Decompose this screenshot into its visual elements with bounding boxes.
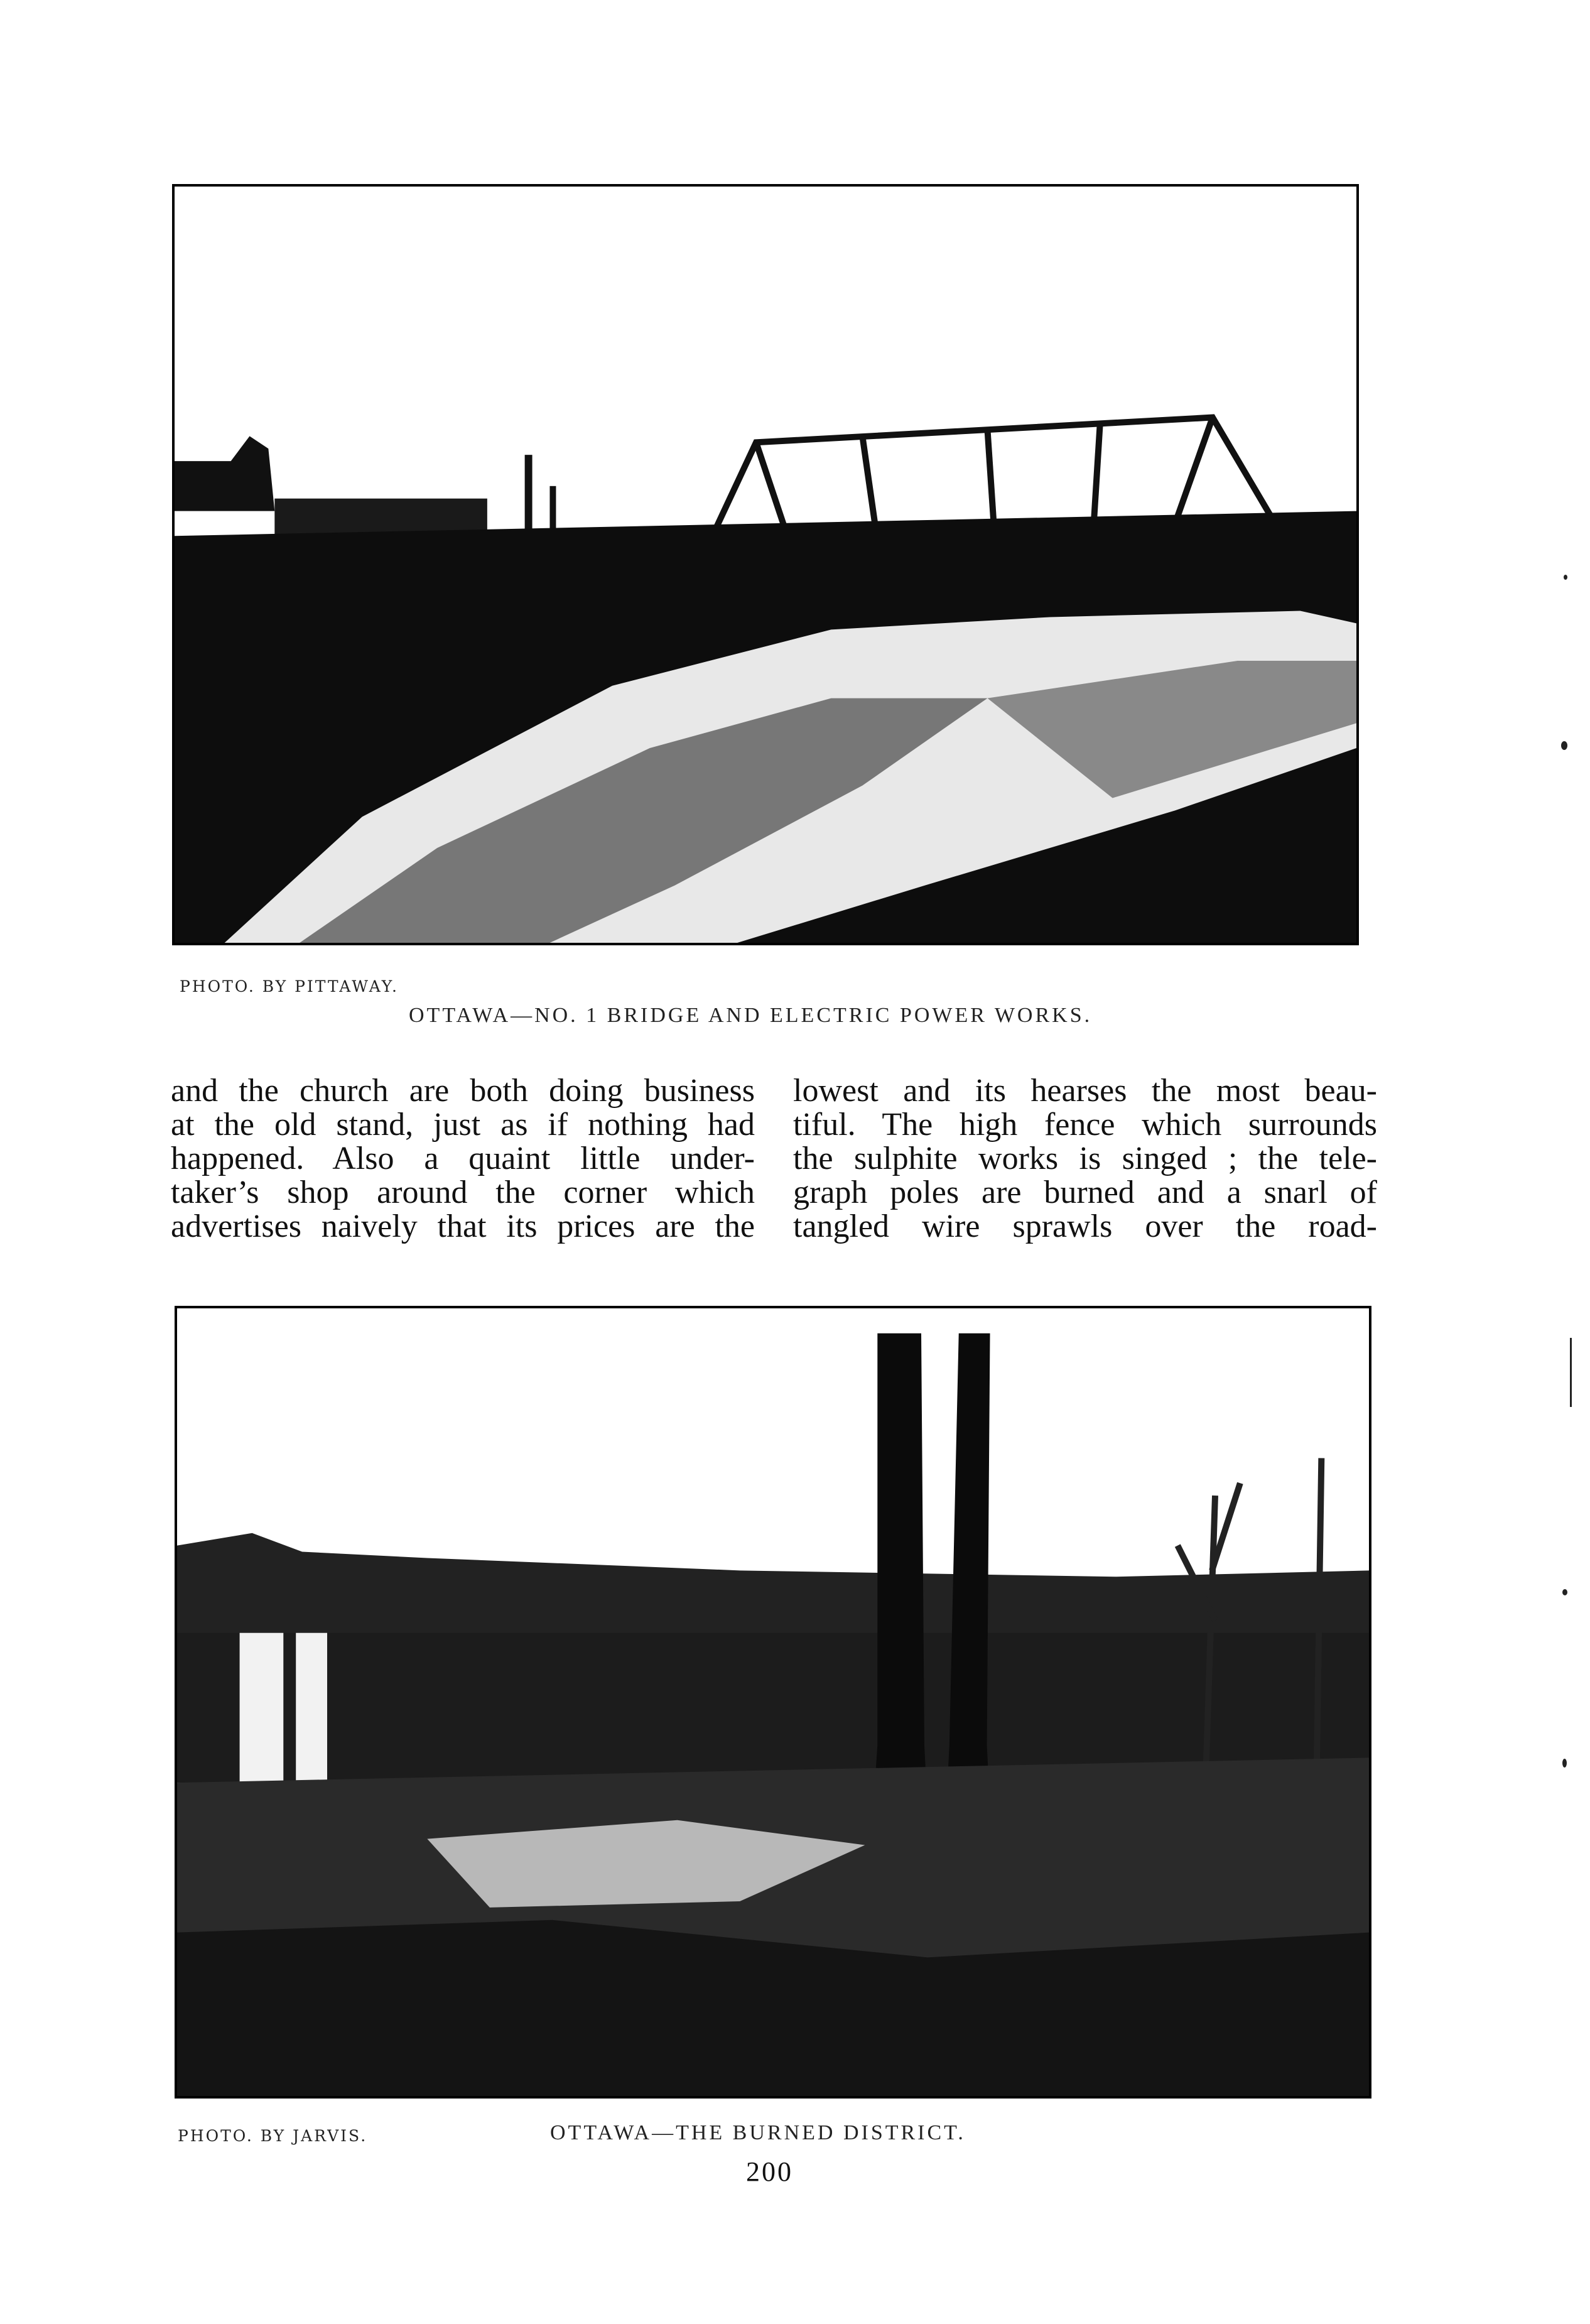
text-line: lowest and its hearses the most beau- <box>793 1073 1377 1109</box>
text-line: at the old stand, just as if nothing had <box>171 1107 755 1143</box>
page-number: 200 <box>746 2156 793 2187</box>
scan-speck <box>1562 1759 1567 1767</box>
photo-bridge-power-works <box>172 184 1359 945</box>
photo-credit: PHOTO. BY JARVIS. <box>178 2127 368 2145</box>
scan-speck <box>1561 741 1567 750</box>
scan-speck <box>1564 575 1567 580</box>
text-line: tiful. The high fence which surrounds <box>793 1107 1377 1143</box>
text-line: advertises naively that its prices are the <box>171 1208 755 1244</box>
figure-caption: OTTAWA—NO. 1 BRIDGE AND ELECTRIC POWER WORKS. <box>409 1004 1093 1027</box>
photo-credit: PHOTO. BY PITTAWAY. <box>180 977 399 996</box>
text-line: and the church are both doing business <box>171 1073 755 1109</box>
bridge-photo-illustration <box>175 187 1356 943</box>
text-line: the sulphite works is singed ; the tele- <box>793 1141 1377 1176</box>
body-text-right-column <box>793 1074 1377 1244</box>
text-line: tangled wire sprawls over the road- <box>793 1208 1377 1244</box>
figure-caption: OTTAWA—THE BURNED DISTRICT. <box>550 2121 966 2144</box>
scan-speck <box>1562 1589 1567 1595</box>
burned-district-photo-illustration <box>177 1308 1369 2096</box>
text-line: happened. Also a quaint little under- <box>171 1141 755 1176</box>
body-text-left-column <box>171 1074 755 1244</box>
photo-burned-district <box>175 1306 1371 2099</box>
text-line: taker’s shop around the corner which <box>171 1175 755 1210</box>
scan-speck <box>1570 1338 1572 1407</box>
text-line: graph poles are burned and a snarl of <box>793 1175 1377 1210</box>
